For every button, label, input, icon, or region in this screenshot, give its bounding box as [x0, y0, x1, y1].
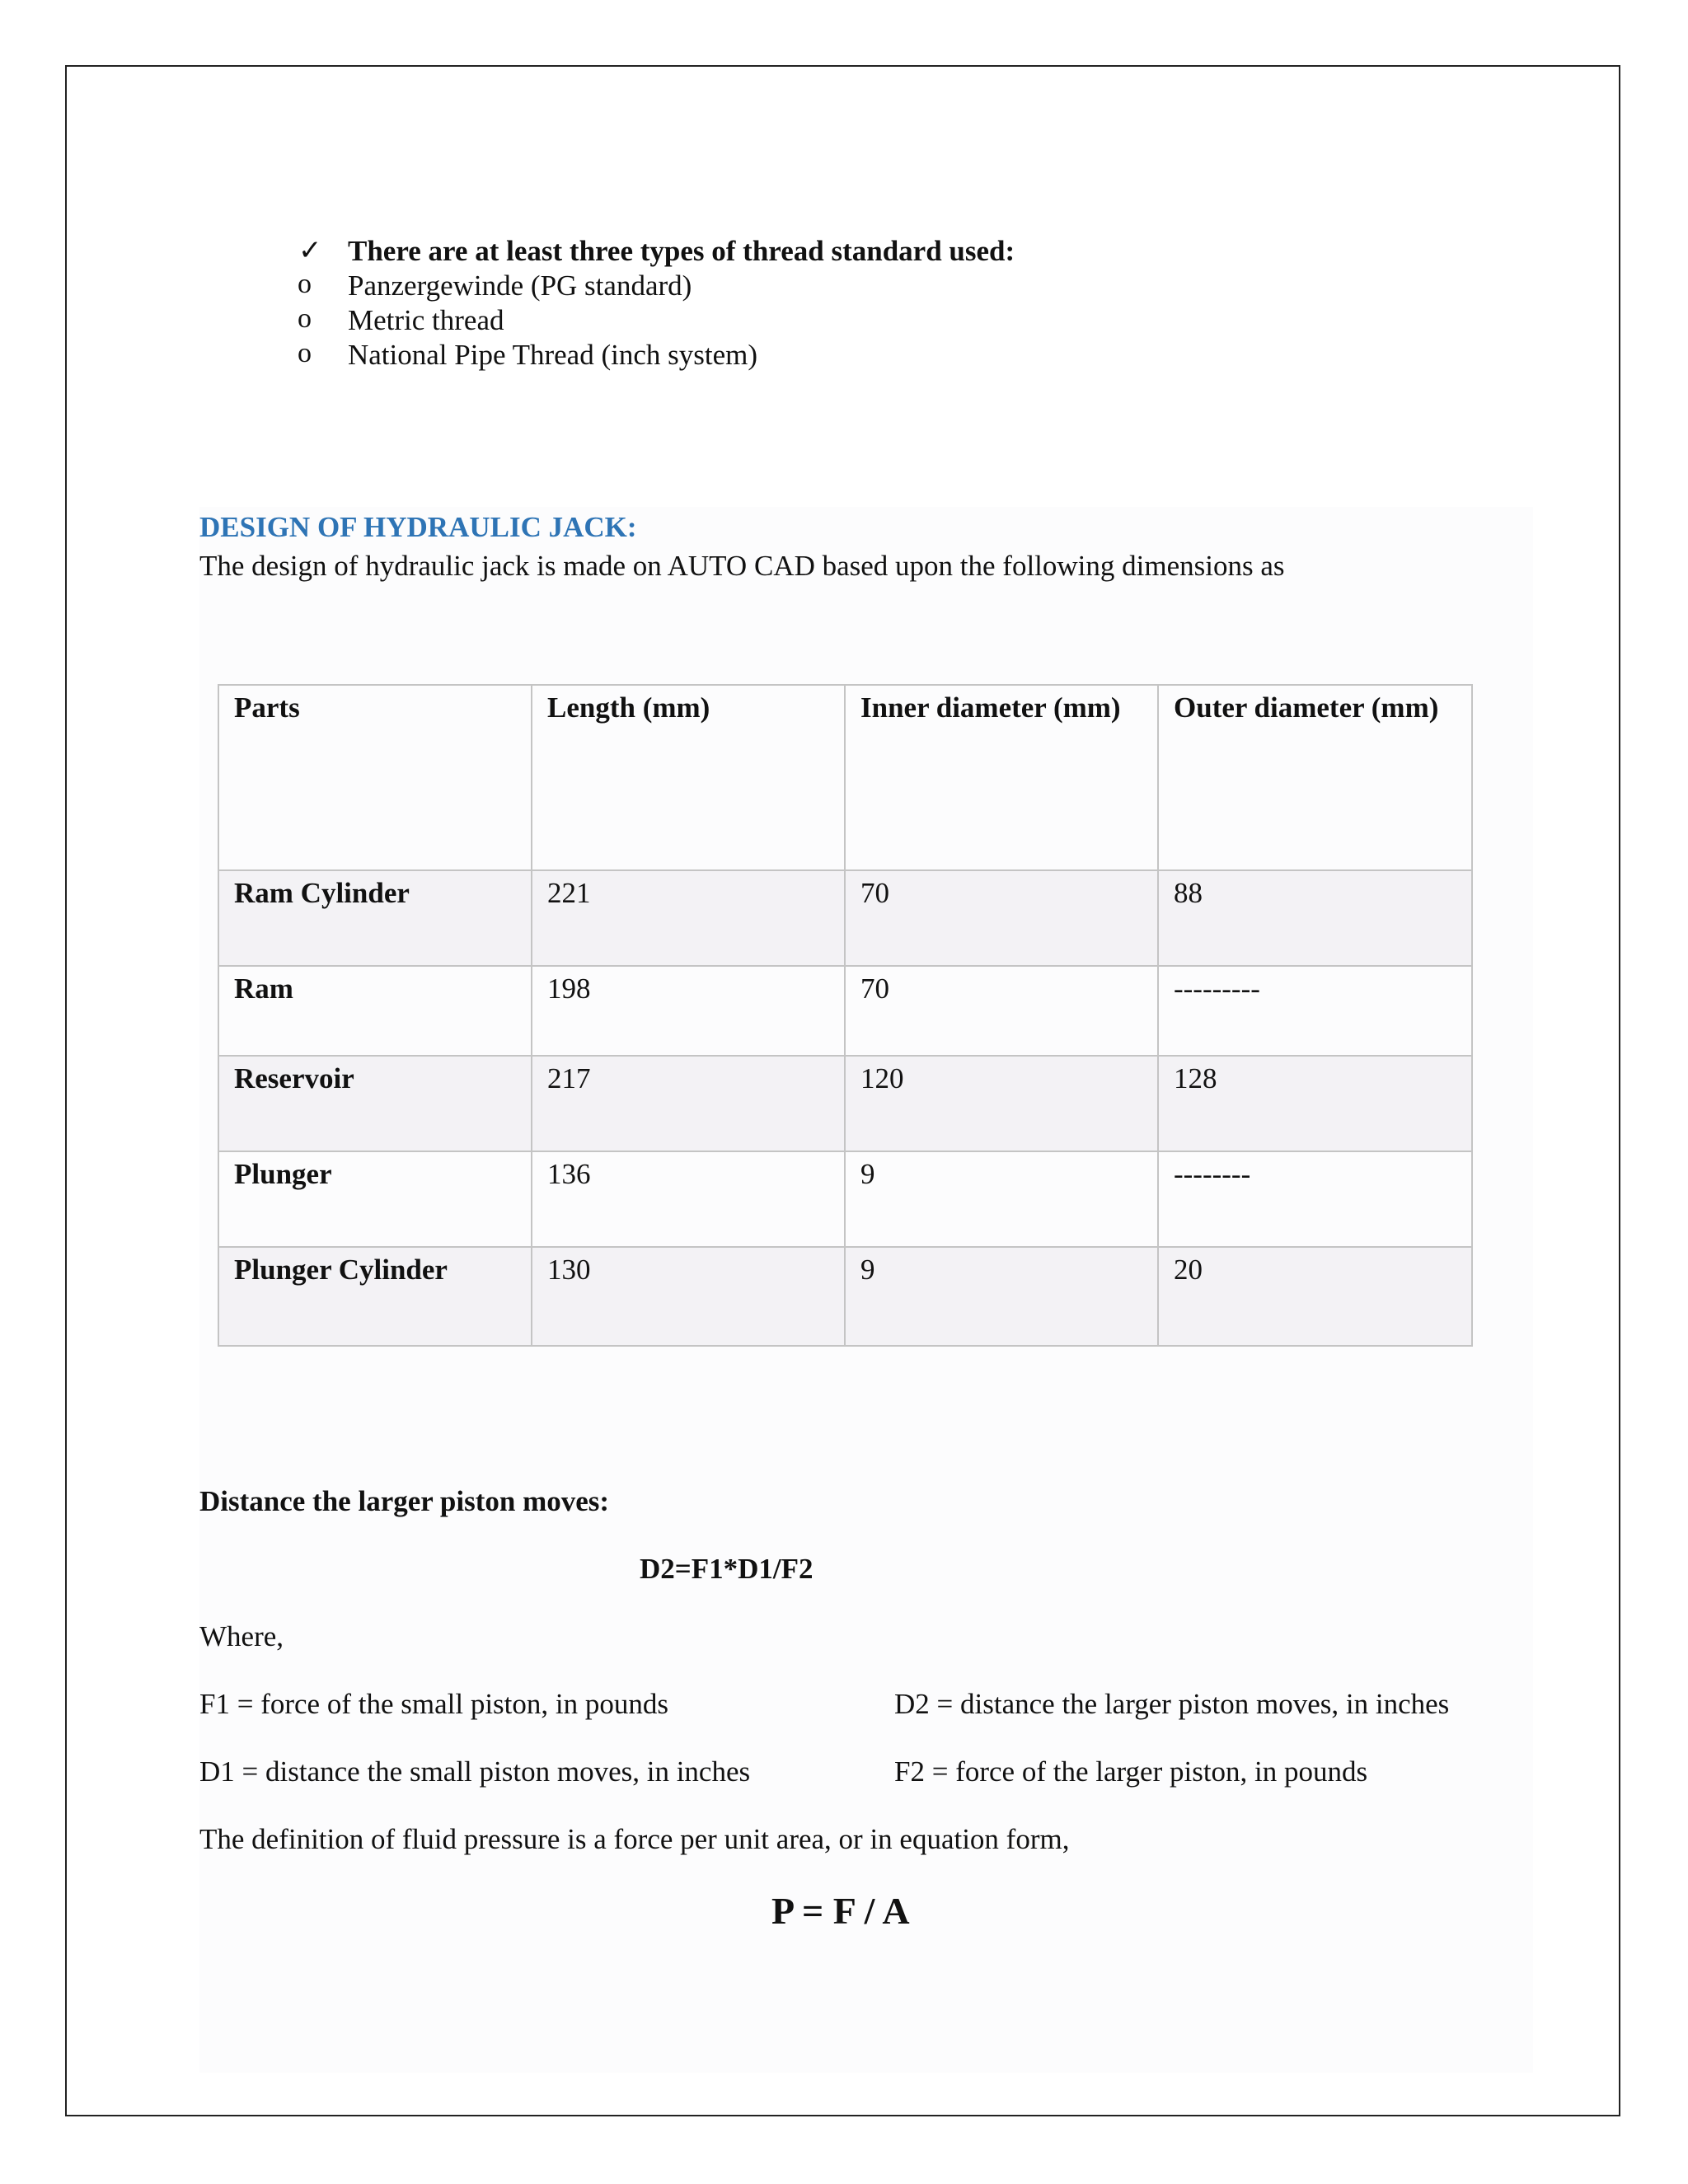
- table-header-row: [218, 685, 1472, 870]
- where-label: Where,: [199, 1620, 284, 1652]
- pressure-definition: The definition of fluid pressure is a force per unit area, or in equation form,: [199, 1823, 1070, 1855]
- thread-list-heading: There are at least three types of thread standard used:: [348, 235, 1015, 267]
- table-cell: 9: [845, 1247, 1158, 1346]
- distance-heading: Distance the larger piston moves:: [199, 1485, 610, 1517]
- thread-list-item: Metric thread: [348, 304, 504, 336]
- dimensions-table: [218, 684, 1473, 1347]
- table-row: [218, 966, 1472, 1056]
- table-cell: --------: [1158, 1151, 1472, 1247]
- table-cell-part: Ram: [218, 966, 532, 1056]
- table-cell: 221: [532, 870, 845, 966]
- table-row: [218, 1151, 1472, 1247]
- design-intro: The design of hydraulic jack is made on AUTO CAD based upon the following dimensions as: [199, 550, 1285, 582]
- table-cell: 9: [845, 1151, 1158, 1247]
- table-header-cell: Outer diameter (mm): [1158, 685, 1472, 870]
- table-cell: 136: [532, 1151, 845, 1247]
- table-cell: ---------: [1158, 966, 1472, 1056]
- table-header-cell: Parts: [218, 685, 532, 870]
- checkmark-icon: ✓: [298, 234, 322, 267]
- definition-f1: F1 = force of the small piston, in pounds: [199, 1688, 668, 1720]
- definition-d1: D1 = distance the small piston moves, in inches: [199, 1755, 751, 1788]
- circle-bullet-icon: o: [298, 303, 312, 334]
- table-cell: 88: [1158, 870, 1472, 966]
- definition-f2: F2 = force of the larger piston, in pounds: [894, 1755, 1368, 1788]
- pressure-formula: P = F / A: [771, 1890, 910, 1932]
- definition-d2: D2 = distance the larger piston moves, in inches: [894, 1688, 1450, 1720]
- table-cell: 217: [532, 1056, 845, 1151]
- table-row: [218, 870, 1472, 966]
- table-cell: 70: [845, 966, 1158, 1056]
- distance-formula: D2=F1*D1/F2: [640, 1553, 814, 1585]
- table-row: [218, 1247, 1472, 1346]
- table-cell-part: Plunger Cylinder: [218, 1247, 532, 1346]
- table-header-cell: Length (mm): [532, 685, 845, 870]
- table-cell: 120: [845, 1056, 1158, 1151]
- circle-bullet-icon: o: [298, 338, 312, 368]
- circle-bullet-icon: o: [298, 269, 312, 299]
- section-heading: DESIGN OF HYDRAULIC JACK:: [199, 511, 637, 543]
- table-cell-part: Plunger: [218, 1151, 532, 1247]
- table-header-cell: Inner diameter (mm): [845, 685, 1158, 870]
- table-cell: 20: [1158, 1247, 1472, 1346]
- table-cell-part: Ram Cylinder: [218, 870, 532, 966]
- table-row: [218, 1056, 1472, 1151]
- table-cell: 70: [845, 870, 1158, 966]
- thread-list-item: Panzergewinde (PG standard): [348, 269, 692, 302]
- table-cell: 130: [532, 1247, 845, 1346]
- table-cell-part: Reservoir: [218, 1056, 532, 1151]
- table-cell: 198: [532, 966, 845, 1056]
- table-cell: 128: [1158, 1056, 1472, 1151]
- thread-list-item: National Pipe Thread (inch system): [348, 339, 758, 371]
